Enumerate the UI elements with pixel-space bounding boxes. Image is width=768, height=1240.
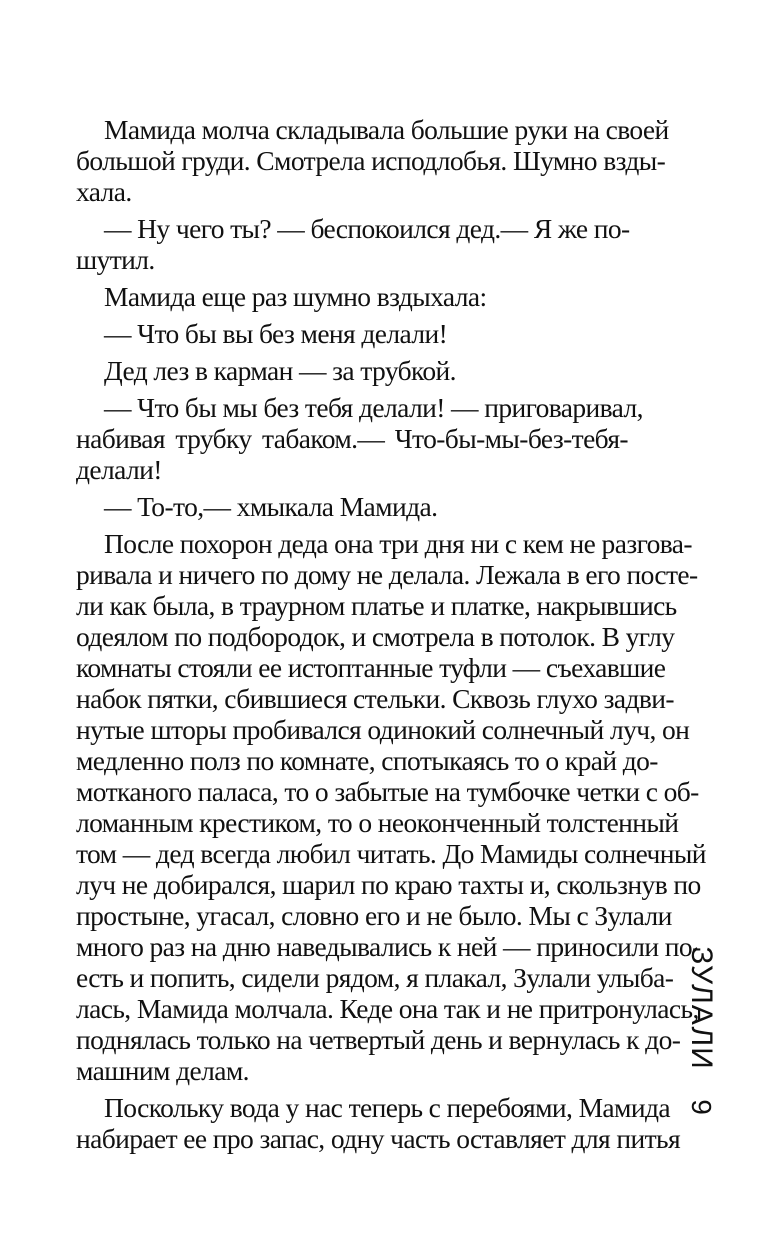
text-line: — То-то,— хмыкала Мамида. — [104, 491, 438, 522]
text-line: одеялом по подбородок, и смотрела в потолок. В углу — [76, 621, 675, 652]
paragraph — [76, 392, 643, 485]
running-head — [685, 946, 718, 1070]
text-line: есть и попить, сидели рядом, я плакал, Зулали улыба- — [76, 962, 674, 993]
text-line: медленно полз по комнате, спотыкаясь то о край до- — [76, 745, 658, 776]
text-line: ривала и ничего по дому не делала. Лежала в его посте- — [76, 559, 698, 590]
text-line: много раз на дню наведывались к ней — приносили по- — [76, 931, 701, 962]
page-number — [686, 1092, 716, 1122]
text-line: мотканого паласа, то о забытые на тумбочке четки с об- — [76, 776, 699, 807]
paragraph — [76, 281, 628, 312]
paragraph — [76, 355, 628, 386]
text-line: Мамида еще раз шумно вздыхала: — [104, 281, 487, 312]
text-line: комнаты стояли ее истоптанные туфли — съехавшие — [76, 652, 666, 683]
text-line: поднялась только на четвертый день и вернулась к до- — [76, 1024, 681, 1055]
paragraph — [76, 491, 628, 522]
text-line: том — дед всегда любил читать. До Мамиды солнечный — [76, 838, 706, 869]
text-line: шутил. — [76, 244, 155, 275]
text-line: лась, Мамида молчала. Кеде она так и не притронулась, — [76, 993, 699, 1024]
text-line: большой груди. Смотрела исподлобья. Шумно взды- — [76, 145, 666, 176]
text-line: — Что бы вы без меня делали! — [104, 318, 448, 349]
text-line: простыне, угасал, словно его и не было. Мы с Зулали — [76, 900, 672, 931]
text-line: Поскольку вода у нас теперь с перебоями, Мамида — [104, 1092, 670, 1123]
text-line: хала. — [76, 176, 132, 207]
paragraph — [76, 318, 628, 349]
text-line: — Что бы мы без тебя делали! — приговаривал, — [104, 392, 643, 423]
paragraph — [76, 114, 669, 207]
text-line: делали! — [76, 454, 162, 485]
text-line: машним делам. — [76, 1055, 249, 1086]
body-text — [76, 114, 706, 1154]
paragraph — [76, 213, 628, 275]
text-line: Дед лез в карман — за трубкой. — [104, 355, 456, 386]
text-line: нутые шторы пробивался одинокий солнечный луч, он — [76, 714, 690, 745]
text-line: — Ну чего ты? — беспокоился дед.— Я же по- — [104, 213, 630, 244]
text-line: набок пятки, сбившиеся стельки. Сквозь глухо задви- — [76, 683, 674, 714]
text-line: луч не добирался, шарил по краю тахты и, скользнув по — [76, 869, 701, 900]
text-line: Мамида молча складывала большие руки на своей — [104, 114, 669, 145]
running-head-text: ЗУЛАЛИ — [685, 946, 718, 1070]
text-line: После похорон деда она три дня ни с кем не разгова- — [104, 528, 692, 559]
page-number-text: 9 — [686, 1099, 717, 1115]
text-line: набивая трубку табаком.— Что-бы-мы-без-тебя- — [76, 423, 628, 454]
text-line: ломанным крестиком, то о неоконченный толстенный — [76, 807, 679, 838]
text-line: набирает ее про запас, одну часть оставляет для питья — [76, 1123, 680, 1154]
paragraph — [76, 1092, 680, 1154]
paragraph — [76, 528, 706, 1086]
text-line: ли как была, в траурном платье и платке, накрывшись — [76, 590, 677, 621]
